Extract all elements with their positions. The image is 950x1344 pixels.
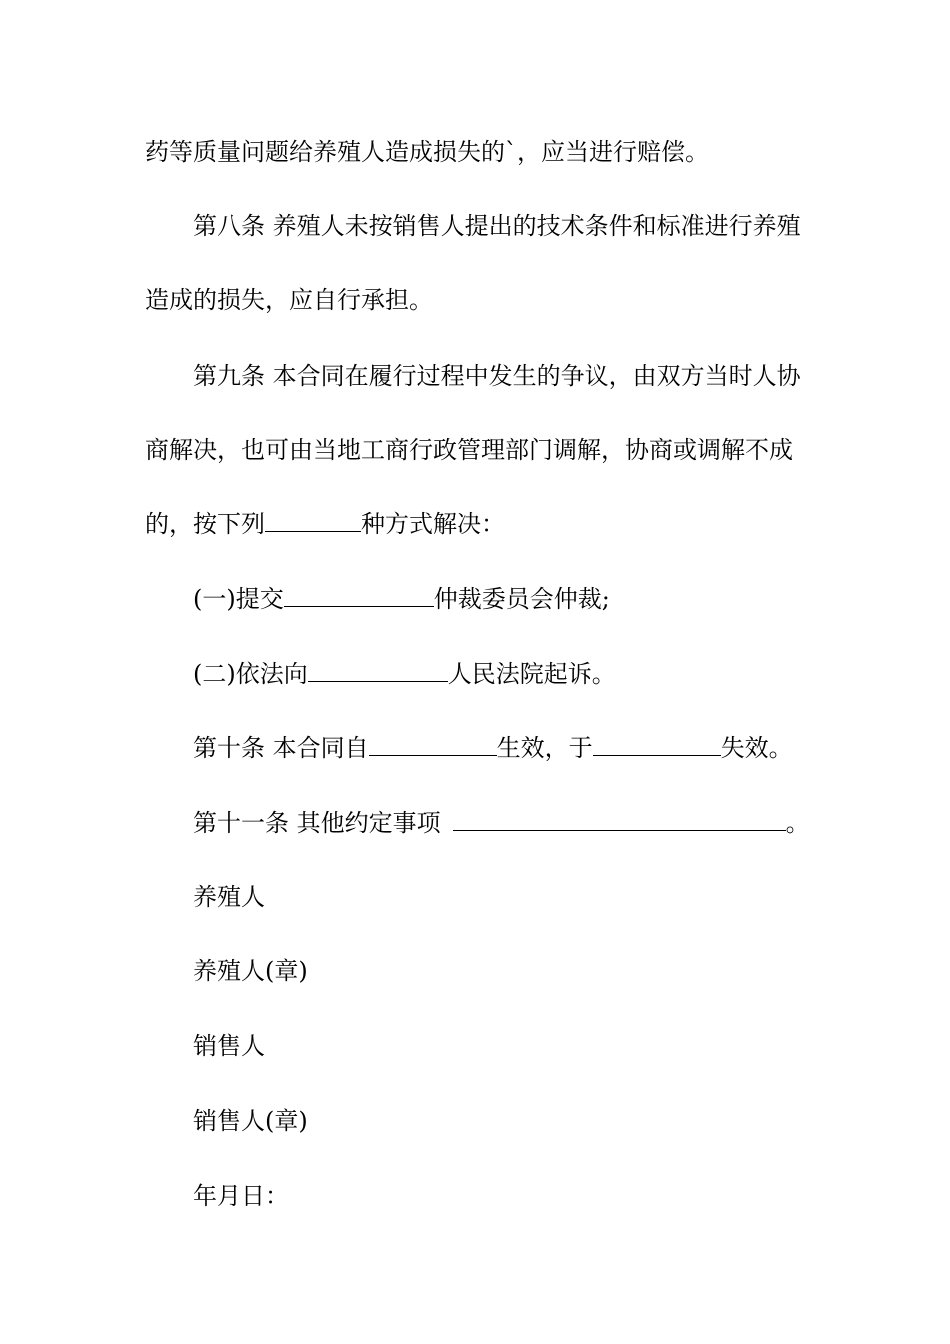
option-arbitration: [193, 584, 610, 614]
article-11: [193, 808, 810, 838]
option-arbitration-prefix: (一)提交: [193, 585, 284, 613]
option-litigation-prefix: (二)依法向: [193, 660, 308, 688]
option-arbitration-suffix: 仲裁委员会仲裁;: [433, 585, 610, 613]
expiry-date-blank[interactable]: [593, 735, 721, 756]
court-name-blank[interactable]: [308, 661, 448, 682]
article-11-prefix: 第十一条 其他约定事项: [193, 809, 441, 837]
arbitration-committee-blank[interactable]: [284, 586, 434, 607]
signature-seller: 销售人: [193, 1032, 265, 1060]
article-10-middle: 生效，于: [496, 734, 593, 762]
article-9-line-3: [145, 509, 505, 539]
article-9-line-1: 第九条 本合同在履行过程中发生的争议，由双方当时人协: [193, 362, 801, 390]
other-terms-blank[interactable]: [453, 810, 786, 831]
article-8-line-1: 第八条 养殖人未按销售人提出的技术条件和标准进行养殖: [193, 212, 801, 240]
article-9-line-3-prefix: 的，按下列: [145, 510, 265, 538]
article-10: [193, 733, 793, 763]
signature-date: 年月日：: [193, 1182, 289, 1210]
method-count-blank[interactable]: [265, 511, 361, 532]
effective-date-blank[interactable]: [369, 735, 497, 756]
article-9-line-2: 商解决，也可由当地工商行政管理部门调解，协商或调解不成: [145, 436, 793, 464]
article-10-prefix: 第十条 本合同自: [193, 734, 369, 762]
signature-breeder-seal: 养殖人(章): [193, 957, 308, 985]
article-9-line-3-suffix: 种方式解决：: [361, 510, 505, 538]
article-8-line-2: 造成的损失，应自行承担。: [145, 286, 433, 314]
article-10-suffix: 失效。: [720, 734, 793, 762]
option-litigation-suffix: 人民法院起诉。: [447, 660, 616, 688]
option-litigation: [193, 659, 616, 689]
text-line-compensation: 药等质量问题给养殖人造成损失的`，应当进行赔偿。: [145, 138, 709, 166]
article-11-suffix: 。: [785, 809, 810, 837]
signature-breeder: 养殖人: [193, 883, 265, 911]
signature-seller-seal: 销售人(章): [193, 1107, 308, 1135]
